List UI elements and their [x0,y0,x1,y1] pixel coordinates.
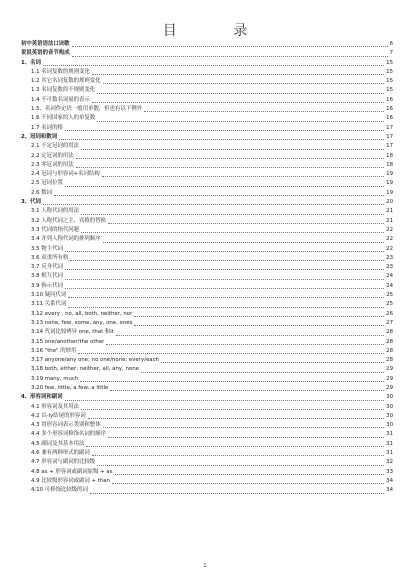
toc-entry-label: 2、冠词和数词 [21,133,58,140]
toc-entry-page-number: 23 [386,264,393,271]
toc-chapter-entry[interactable] [21,133,393,142]
toc-section-entry[interactable] [21,217,393,226]
toc-section-entry[interactable] [21,272,393,281]
toc-section-entry[interactable] [21,486,393,495]
toc-entry-page-number: 22 [386,245,393,252]
toc-entry-page-number: 27 [386,319,393,326]
toc-entry-label: 1.5、名词作定语一般用单数，但也有以下例外 [31,106,142,113]
toc-entry-label: 3.19 many, much [31,375,79,382]
dot-leader [72,56,388,57]
dot-leader [92,455,384,456]
toc-section-entry[interactable] [21,477,393,486]
toc-section-entry[interactable] [21,458,393,467]
toc-entry-label: 1.6 不同国家的人的单复数 [31,115,96,122]
toc-entry-label: 4.8 as + 形容词或副词原级 + as [31,468,113,475]
toc-entry-page-number: 19 [386,189,393,196]
toc-entry-page-number: 22 [386,236,393,243]
dot-leader [43,65,384,66]
toc-section-entry[interactable] [21,421,393,430]
page-number: 1 [203,563,207,569]
toc-entry-page-number: 6 [389,41,393,47]
toc-entry-label: 3.7 反身代词 [31,264,63,271]
toc-entry-label: 3.10 疑问代词 [31,292,67,299]
dot-leader [90,493,384,494]
toc-entry-page-number: 15 [386,78,393,85]
toc-entry-label: 3.1 人称代词的用法 [31,208,80,215]
dot-leader [81,149,384,150]
toc-entry-label: 3.3 代词的指代问题 [31,226,80,233]
toc-chapter-entry[interactable] [21,393,393,402]
dot-leader [78,353,384,354]
dot-leader [141,372,384,373]
toc-entry-label: 4.2 以-ly结尾的形容词 [31,412,86,419]
dot-leader [81,232,384,233]
toc-entry-page-number: 25 [386,301,393,308]
dot-leader [134,316,384,317]
page-title: 目 录 [162,23,274,39]
dot-leader [65,400,385,401]
toc-entry-page-number: 20 [386,199,393,206]
dot-leader [65,251,384,252]
toc-section-entry[interactable] [21,310,393,319]
toc-section-entry[interactable] [21,245,393,254]
toc-section-entry[interactable] [21,263,393,272]
toc-chapter-entry[interactable] [21,59,393,68]
toc-chapter-entry[interactable] [21,198,393,207]
toc-entry-label: 2.5 冠词位置 [31,180,63,187]
toc-entry-label: 1.2 其它名词复数的规则变化 [31,78,101,85]
toc-section-entry[interactable] [21,356,393,365]
toc-entry-page-number: 17 [386,143,393,150]
toc-entry-page-number: 21 [386,217,393,224]
toc-entry-label: 3.14 代词比较辨异 one, that 和it [31,329,114,336]
toc-section-entry[interactable] [21,365,393,374]
dot-leader [76,167,385,168]
toc-entry-page-number: 15 [386,68,393,75]
toc-section-entry[interactable] [21,412,393,421]
toc-section-entry[interactable] [21,152,393,161]
dot-leader [81,214,384,215]
dot-leader [116,335,384,336]
toc-entry-label: 2.3 零冠词的用法 [31,161,74,168]
toc-entry-label: 3.16 "the" 的妙用 [31,347,77,354]
toc-entry-page-number: 19 [386,180,393,187]
dot-leader [108,437,384,438]
toc-section-entry[interactable] [21,449,393,458]
dot-leader [112,483,384,484]
dot-leader [92,74,384,75]
toc-entry-label: 4.6 兼有两种形式的副词 [31,450,90,457]
toc-section-entry[interactable] [21,347,393,356]
toc-chapter-entry[interactable] [21,49,393,58]
dot-leader [54,195,384,196]
dot-leader [103,242,385,243]
toc-entry-label: 3.12 every , no, all, both, neither, nor [31,310,133,317]
toc-entry-label: 2.2 定冠词的用法 [31,152,74,159]
table-of-contents [21,40,393,496]
toc-entry-label: 3、代词 [21,199,41,206]
dot-leader [43,204,384,205]
toc-entry-label: 4.3 用形容词表示类别和整体 [31,422,101,429]
dot-leader [80,381,384,382]
dot-leader [65,288,384,289]
toc-section-entry[interactable] [21,77,393,86]
toc-entry-page-number: 21 [386,208,393,215]
toc-section-entry[interactable] [21,235,393,244]
toc-entry-label: 3.8 相互代词 [31,273,63,280]
toc-entry-label: 说说英语的音节构成 [21,50,70,57]
toc-entry-page-number: 34 [386,487,393,494]
toc-entry-page-number: 22 [386,226,393,233]
toc-section-entry[interactable] [21,179,393,188]
toc-entry-label: 3.5 物主代词 [31,245,63,252]
toc-entry-label: 1、名词 [21,59,41,66]
dot-leader [102,176,384,177]
toc-section-entry[interactable] [21,291,393,300]
toc-section-entry[interactable] [21,254,393,263]
toc-entry-label: 3.9 指示代词 [31,282,63,289]
toc-entry-label: 2.4 冠词与形容词+名词结构 [31,171,100,178]
toc-entry-label: 4、形容词和副词 [21,394,63,401]
toc-entry-label: 3.11 关系代词 [31,301,67,308]
toc-section-entry[interactable] [21,207,393,216]
toc-entry-page-number: 28 [386,357,393,364]
toc-entry-label: 4.4 多个形容词修饰名词的顺序 [31,431,106,438]
toc-entry-page-number: 17 [386,124,393,131]
toc-entry-page-number: 31 [386,450,393,457]
toc-entry-page-number: 16 [386,96,393,103]
toc-section-entry[interactable] [21,300,393,309]
toc-section-entry[interactable] [21,86,393,95]
dot-leader [65,186,384,187]
toc-entry-page-number: 17 [386,133,393,140]
toc-section-entry[interactable] [21,328,393,337]
toc-entry-page-number: 24 [386,273,393,280]
toc-section-entry[interactable] [21,68,393,77]
toc-entry-page-number: 32 [386,459,393,466]
toc-section-entry[interactable] [21,403,393,412]
toc-entry-page-number: 15 [386,59,393,66]
dot-leader [161,362,384,363]
toc-entry-page-number: 30 [386,422,393,429]
toc-entry-label: 初中英语语法口诀歌 [21,41,70,47]
toc-entry-page-number: 31 [386,431,393,438]
toc-section-entry[interactable] [21,114,393,123]
toc-entry-page-number: 19 [386,171,393,178]
toc-section-entry[interactable] [21,124,393,133]
toc-entry-label: 4.10 可修饰比较级的词 [31,487,88,494]
toc-entry-label: 4.5 副词及其基本用法 [31,440,85,447]
toc-entry-page-number: 29 [386,384,393,391]
toc-section-entry[interactable] [21,96,393,105]
toc-entry-label: 1.3 名词复数的不规则变化 [31,87,96,94]
toc-entry-page-number: 30 [386,394,393,401]
toc-entry-page-number: 18 [386,161,393,168]
toc-section-entry[interactable] [21,226,393,235]
toc-entry-label: 4.1 形容词及其用法 [31,403,80,410]
toc-section-entry[interactable] [21,105,393,114]
dot-leader [86,446,384,447]
dot-leader [106,344,384,345]
dot-leader [65,279,384,280]
toc-entry-label: 3.2 人称代词之主、宾格的替换 [31,217,106,224]
toc-section-entry[interactable] [21,189,393,198]
toc-entry-label: 3.13 none, few, some, any, one, ones [31,319,133,326]
dot-leader [97,465,384,466]
toc-entry-label: 2.1 不定冠词的用法 [31,143,80,150]
toc-entry-page-number: 28 [386,338,393,345]
toc-entry-page-number: 29 [386,366,393,373]
dot-leader [103,427,385,428]
toc-entry-page-number: 28 [386,329,393,336]
toc-entry-label: 4.7 形容词与副词的比较级 [31,459,96,466]
toc-entry-page-number: 31 [386,440,393,447]
dot-leader [68,307,384,308]
toc-section-entry[interactable] [21,338,393,347]
dot-leader [115,474,385,475]
toc-section-entry[interactable] [21,468,393,477]
toc-entry-page-number: 34 [386,477,393,484]
dot-leader [59,139,384,140]
toc-entry-label: 1.1 名词复数的规则变化 [31,68,90,75]
toc-section-entry[interactable] [21,282,393,291]
toc-section-entry[interactable] [21,142,393,151]
toc-entry-label: 4.9 比较级形容词或副词 + than [31,477,110,484]
toc-section-entry[interactable] [21,440,393,449]
toc-section-entry[interactable] [21,375,393,384]
toc-entry-page-number: 30 [386,412,393,419]
toc-entry-page-number: 15 [386,87,393,94]
toc-entry-label: 3.6 双重所有格 [31,254,69,261]
toc-chapter-entry[interactable] [21,40,393,49]
toc-section-entry[interactable] [21,161,393,170]
dot-leader [110,390,384,391]
dot-leader [81,409,384,410]
toc-section-entry[interactable] [21,430,393,439]
toc-entry-label: 1.4 不可数名词量的表示 [31,96,90,103]
toc-entry-page-number: 30 [386,403,393,410]
toc-entry-page-number: 16 [386,106,393,113]
toc-entry-label: 3.20 few, little, a few, a little [31,384,109,391]
toc-entry-page-number: 29 [386,375,393,382]
dot-leader [76,158,385,159]
dot-leader [92,102,384,103]
toc-entry-label: 3.18 both, either, neither, all, any, none [31,366,139,373]
toc-entry-page-number: 23 [386,254,393,261]
toc-entry-page-number: 26 [386,310,393,317]
toc-entry-page-number: 33 [386,468,393,475]
dot-leader [97,93,384,94]
dot-leader [103,83,385,84]
dot-leader [65,130,384,131]
toc-section-entry[interactable] [21,384,393,393]
dot-leader [144,111,384,112]
toc-entry-page-number: 24 [386,282,393,289]
toc-entry-page-number: 25 [386,292,393,299]
toc-entry-label: 2.6 数词 [31,189,53,196]
dot-leader [72,46,388,47]
dot-leader [68,297,384,298]
toc-entry-label: 1.7 名词的格 [31,124,63,131]
dot-leader [108,223,384,224]
toc-section-entry[interactable] [21,170,393,179]
dot-leader [70,260,384,261]
toc-entry-page-number: 18 [386,152,393,159]
toc-entry-label: 3.15 one/another/the other [31,338,105,345]
toc-entry-page-number: 16 [386,115,393,122]
dot-leader [65,269,384,270]
dot-leader [97,121,384,122]
dot-leader [88,418,384,419]
toc-entry-page-number: 7 [389,50,393,57]
toc-section-entry[interactable] [21,319,393,328]
toc-entry-label: 3.4 并列人称代词的排列顺序 [31,236,101,243]
toc-entry-label: 3.17 anyone/any one; no one/none; every/each [31,357,159,364]
dot-leader [134,325,384,326]
toc-entry-page-number: 28 [386,347,393,354]
